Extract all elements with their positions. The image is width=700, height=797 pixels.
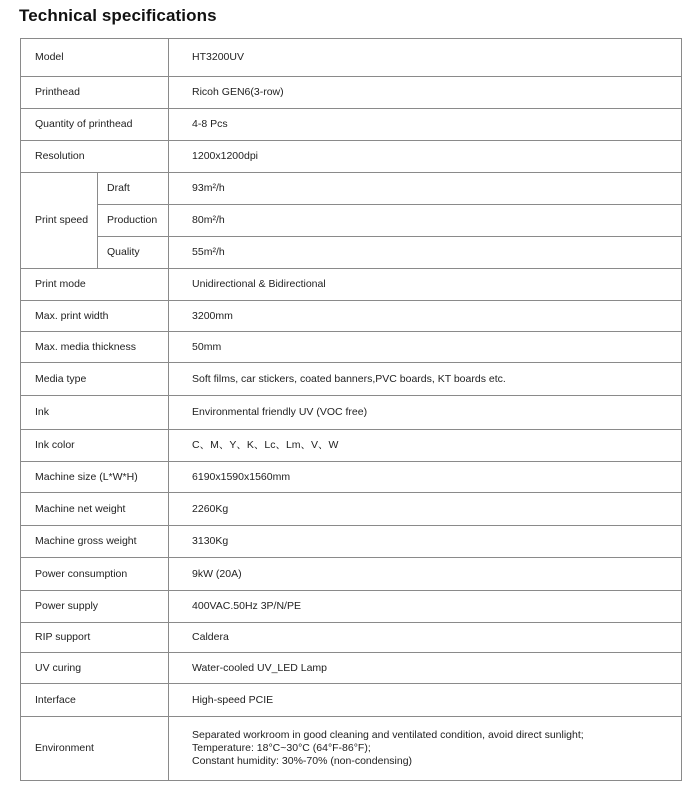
spec-value: 9kW (20A) xyxy=(169,558,682,591)
table-row xyxy=(21,526,682,558)
table-row xyxy=(21,237,682,269)
spec-value: 55m²/h xyxy=(169,237,682,269)
spec-sublabel: Quality xyxy=(98,237,169,269)
spec-label: Model xyxy=(21,39,169,77)
spec-sublabel: Draft xyxy=(98,173,169,205)
spec-value: Caldera xyxy=(169,623,682,653)
spec-value: 80m²/h xyxy=(169,205,682,237)
spec-label: Print speed xyxy=(21,173,98,269)
spec-value: C、M、Y、K、Lc、Lm、V、W xyxy=(169,430,682,462)
table-row xyxy=(21,301,682,332)
spec-sublabel: Production xyxy=(98,205,169,237)
spec-value: 93m²/h xyxy=(169,173,682,205)
spec-value: 6190x1590x1560mm xyxy=(169,462,682,493)
spec-label: Power supply xyxy=(21,591,169,623)
spec-label: Resolution xyxy=(21,141,169,173)
spec-value: Environmental friendly UV (VOC free) xyxy=(169,396,682,430)
spec-label: Ink color xyxy=(21,430,169,462)
table-row xyxy=(21,332,682,363)
table-row xyxy=(21,39,682,77)
spec-label: Media type xyxy=(21,363,169,396)
spec-value: 400VAC.50Hz 3P/N/PE xyxy=(169,591,682,623)
table-row xyxy=(21,591,682,623)
spec-value-environment xyxy=(169,717,682,781)
spec-label: Environment xyxy=(21,717,169,781)
table-row xyxy=(21,269,682,301)
spec-label: Print mode xyxy=(21,269,169,301)
spec-value: Ricoh GEN6(3-row) xyxy=(169,77,682,109)
table-row xyxy=(21,558,682,591)
spec-value: 3130Kg xyxy=(169,526,682,558)
spec-label: Printhead xyxy=(21,77,169,109)
table-row xyxy=(21,141,682,173)
spec-label: Quantity of printhead xyxy=(21,109,169,141)
spec-value: High-speed PCIE xyxy=(169,684,682,717)
table-row xyxy=(21,205,682,237)
table-row xyxy=(21,109,682,141)
table-row xyxy=(21,363,682,396)
table-row xyxy=(21,623,682,653)
spec-value: Water-cooled UV_LED Lamp xyxy=(169,653,682,684)
table-row xyxy=(21,717,682,781)
table-row xyxy=(21,493,682,526)
spec-value: HT3200UV xyxy=(169,39,682,77)
spec-value: 3200mm xyxy=(169,301,682,332)
table-row xyxy=(21,653,682,684)
environment-line: Temperature: 18°C~30°C (64°F-86°F); xyxy=(192,742,371,754)
spec-value: 4-8 Pcs xyxy=(169,109,682,141)
spec-label: Machine net weight xyxy=(21,493,169,526)
spec-table xyxy=(20,38,682,781)
table-row xyxy=(21,77,682,109)
table-row xyxy=(21,396,682,430)
table-row xyxy=(21,173,682,205)
spec-value: 1200x1200dpi xyxy=(169,141,682,173)
spec-value: Soft films, car stickers, coated banners,PVC boards, KT boards etc. xyxy=(169,363,682,396)
spec-label: Max. print width xyxy=(21,301,169,332)
table-row xyxy=(21,462,682,493)
spec-label: UV curing xyxy=(21,653,169,684)
table-row xyxy=(21,684,682,717)
spec-label: Max. media thickness xyxy=(21,332,169,363)
spec-label: Power consumption xyxy=(21,558,169,591)
spec-label: Interface xyxy=(21,684,169,717)
spec-label: Machine gross weight xyxy=(21,526,169,558)
spec-label: Ink xyxy=(21,396,169,430)
spec-value: 2260Kg xyxy=(169,493,682,526)
environment-line: Constant humidity: 30%-70% (non-condensing) xyxy=(192,755,413,767)
spec-value: 50mm xyxy=(169,332,682,363)
table-row xyxy=(21,430,682,462)
spec-value: Unidirectional & Bidirectional xyxy=(169,269,682,301)
environment-line: Separated workroom in good cleaning and ventilated condition, avoid direct sunlight; xyxy=(192,729,584,741)
page-title: Technical specifications xyxy=(19,6,217,25)
spec-label: RIP support xyxy=(21,623,169,653)
spec-label: Machine size (L*W*H) xyxy=(21,462,169,493)
